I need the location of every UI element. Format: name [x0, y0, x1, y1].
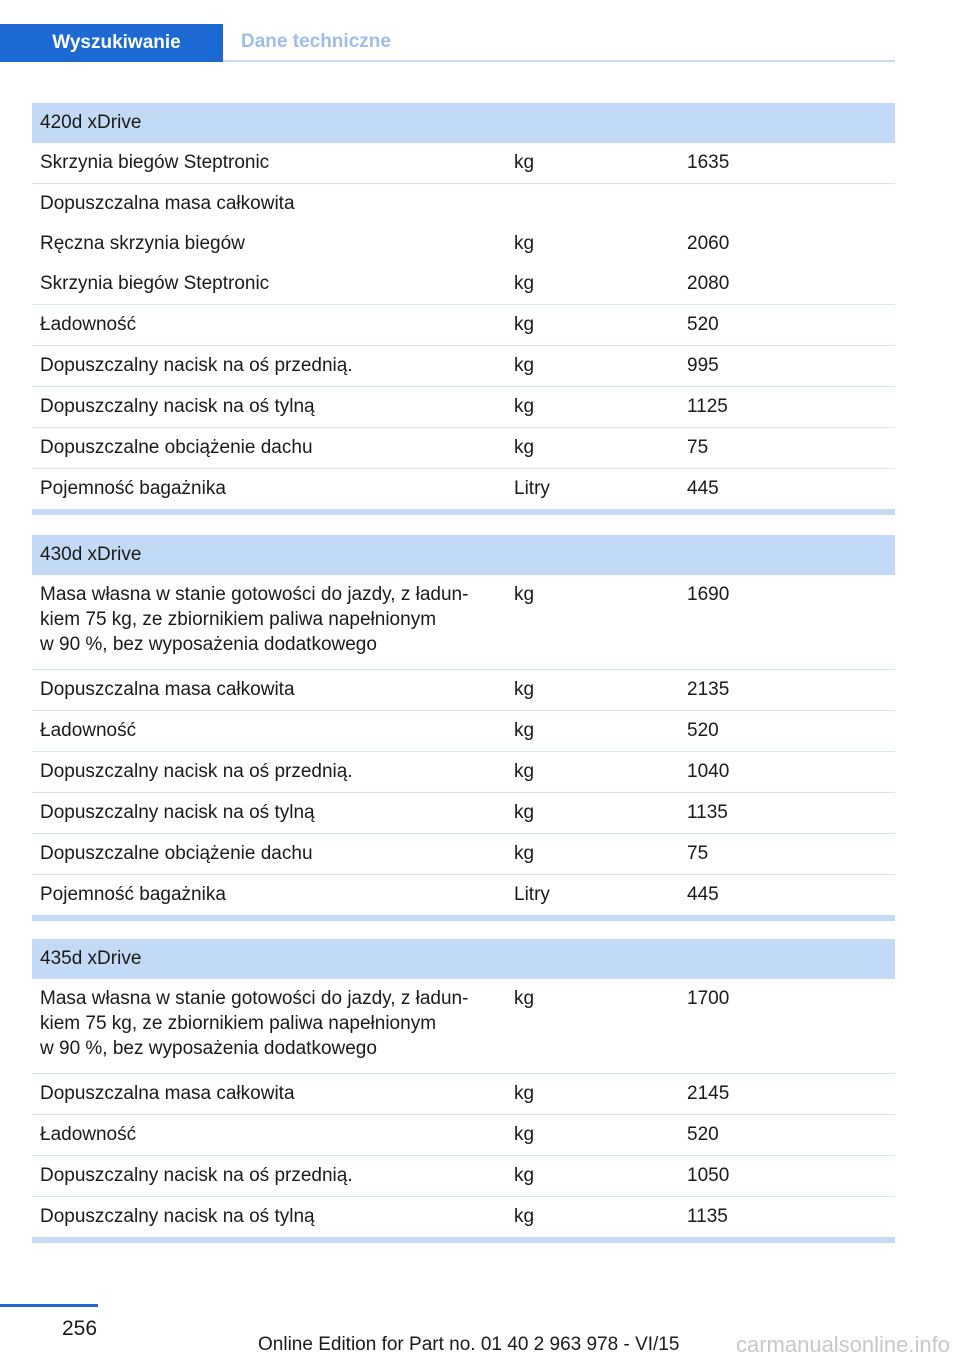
- row-label: Dopuszczalna masa całkowita: [40, 1083, 295, 1104]
- watermark: carmanualsonline.info: [735, 1332, 950, 1357]
- table-row: [32, 305, 895, 346]
- row-label: Skrzynia biegów Steptronic: [40, 273, 270, 294]
- row-unit: kg: [514, 802, 535, 823]
- table-row: [32, 428, 895, 469]
- row-unit: kg: [514, 843, 535, 864]
- row-unit: kg: [514, 233, 535, 254]
- row-unit: kg: [514, 273, 535, 294]
- row-label: Dopuszczalny nacisk na oś przednią.: [40, 355, 353, 376]
- table-row: [32, 575, 895, 670]
- row-unit: kg: [514, 988, 535, 1009]
- row-value: 2145: [687, 1083, 730, 1104]
- row-unit: kg: [514, 679, 535, 700]
- row-value: 445: [687, 478, 719, 499]
- row-value: 2080: [687, 273, 730, 294]
- row-value: 1135: [687, 1206, 728, 1227]
- edition-note: Online Edition for Part no. 01 40 2 963 978 - VI/15: [258, 1334, 680, 1355]
- header-tabbar: [0, 24, 895, 62]
- table-row: [32, 1115, 895, 1156]
- row-label: Pojemność bagażnika: [40, 478, 226, 499]
- row-value: 1635: [687, 152, 730, 173]
- page-number-rule: [0, 1304, 98, 1307]
- row-label: Ręczna skrzynia biegów: [40, 233, 245, 254]
- table-bottom-rule: [32, 1237, 895, 1243]
- row-value: 1690: [687, 584, 730, 605]
- row-value: 520: [687, 1124, 719, 1145]
- row-unit: kg: [514, 1083, 535, 1104]
- table-row: [32, 1074, 895, 1115]
- table-row: [32, 834, 895, 875]
- row-unit: Litry: [514, 884, 550, 905]
- table-title: 420d xDrive: [32, 103, 895, 143]
- row-value: 995: [687, 355, 719, 376]
- row-unit: kg: [514, 1165, 535, 1186]
- row-label: Skrzynia biegów Steptronic: [40, 152, 270, 173]
- row-label: Ładowność: [40, 720, 137, 741]
- row-label: Dopuszczalne obciążenie dachu: [40, 843, 313, 864]
- row-unit: [506, 191, 679, 216]
- row-value: 1125: [687, 396, 728, 417]
- row-label: Dopuszczalny nacisk na oś przednią.: [40, 761, 353, 782]
- row-value: 1050: [687, 1165, 730, 1186]
- row-unit: kg: [514, 720, 535, 741]
- row-label: Dopuszczalna masa całkowita: [40, 679, 295, 700]
- table-row: [32, 1156, 895, 1197]
- row-unit: kg: [514, 314, 535, 335]
- row-label: Dopuszczalna masa całkowita: [40, 193, 295, 214]
- table-row: [32, 1197, 895, 1237]
- table-row: [32, 143, 895, 184]
- table-row: [32, 346, 895, 387]
- tab-dane-techniczne[interactable]: Dane techniczne: [223, 24, 895, 62]
- row-unit: kg: [514, 1124, 535, 1145]
- row-value: 520: [687, 314, 719, 335]
- row-value: 2135: [687, 679, 730, 700]
- page-number: 256: [62, 1317, 98, 1340]
- table-row: [32, 224, 895, 264]
- row-unit: kg: [514, 355, 535, 376]
- row-value: 1040: [687, 761, 730, 782]
- row-value: 520: [687, 720, 719, 741]
- row-value: 445: [687, 884, 719, 905]
- row-label: Pojemność bagażnika: [40, 884, 226, 905]
- table-bottom-rule: [32, 915, 895, 921]
- row-unit: kg: [514, 584, 535, 605]
- row-value: 75: [687, 843, 709, 864]
- table-row: [32, 469, 895, 509]
- table-row: [32, 264, 895, 305]
- row-unit: kg: [514, 761, 535, 782]
- row-value: 75: [687, 437, 709, 458]
- table-row: [32, 875, 895, 915]
- spec-table-430d: [32, 535, 895, 921]
- spec-table-435d: [32, 939, 895, 1243]
- row-label: Dopuszczalne obciążenie dachu: [40, 437, 313, 458]
- table-row: [32, 184, 895, 224]
- row-label: Ładowność: [40, 314, 137, 335]
- row-unit: kg: [514, 396, 535, 417]
- row-unit: kg: [514, 437, 535, 458]
- table-title: 430d xDrive: [32, 535, 895, 575]
- row-label: Dopuszczalny nacisk na oś tylną: [40, 1206, 315, 1227]
- row-value: 1700: [687, 988, 730, 1009]
- tab-wyszukiwanie[interactable]: Wyszukiwanie: [0, 24, 223, 62]
- row-value: 1135: [687, 802, 728, 823]
- row-value: 2060: [687, 233, 730, 254]
- row-unit: Litry: [514, 478, 550, 499]
- row-unit: kg: [514, 1206, 535, 1227]
- row-label: Ładowność: [40, 1124, 137, 1145]
- table-row: [32, 711, 895, 752]
- row-label: Masa własna w stanie gotowości do jazdy, z ładun- kiem 75 kg, ze zbiornikiem paliwa napełnionym w 90 %, bez wyposażenia dodatkowego: [40, 584, 469, 655]
- table-row: [32, 793, 895, 834]
- row-label: Dopuszczalny nacisk na oś przednią.: [40, 1165, 353, 1186]
- row-label: Dopuszczalny nacisk na oś tylną: [40, 802, 315, 823]
- row-unit: kg: [514, 152, 535, 173]
- row-value: [679, 191, 895, 216]
- table-row: [32, 670, 895, 711]
- table-row: [32, 752, 895, 793]
- row-label: Masa własna w stanie gotowości do jazdy, z ładun- kiem 75 kg, ze zbiornikiem paliwa napełnionym w 90 %, bez wyposażenia dodatkowego: [40, 988, 469, 1059]
- table-bottom-rule: [32, 509, 895, 515]
- row-label: Dopuszczalny nacisk na oś tylną: [40, 396, 315, 417]
- spec-table-420d: [32, 103, 895, 515]
- table-row: [32, 387, 895, 428]
- table-title: 435d xDrive: [32, 939, 895, 979]
- table-row: [32, 979, 895, 1074]
